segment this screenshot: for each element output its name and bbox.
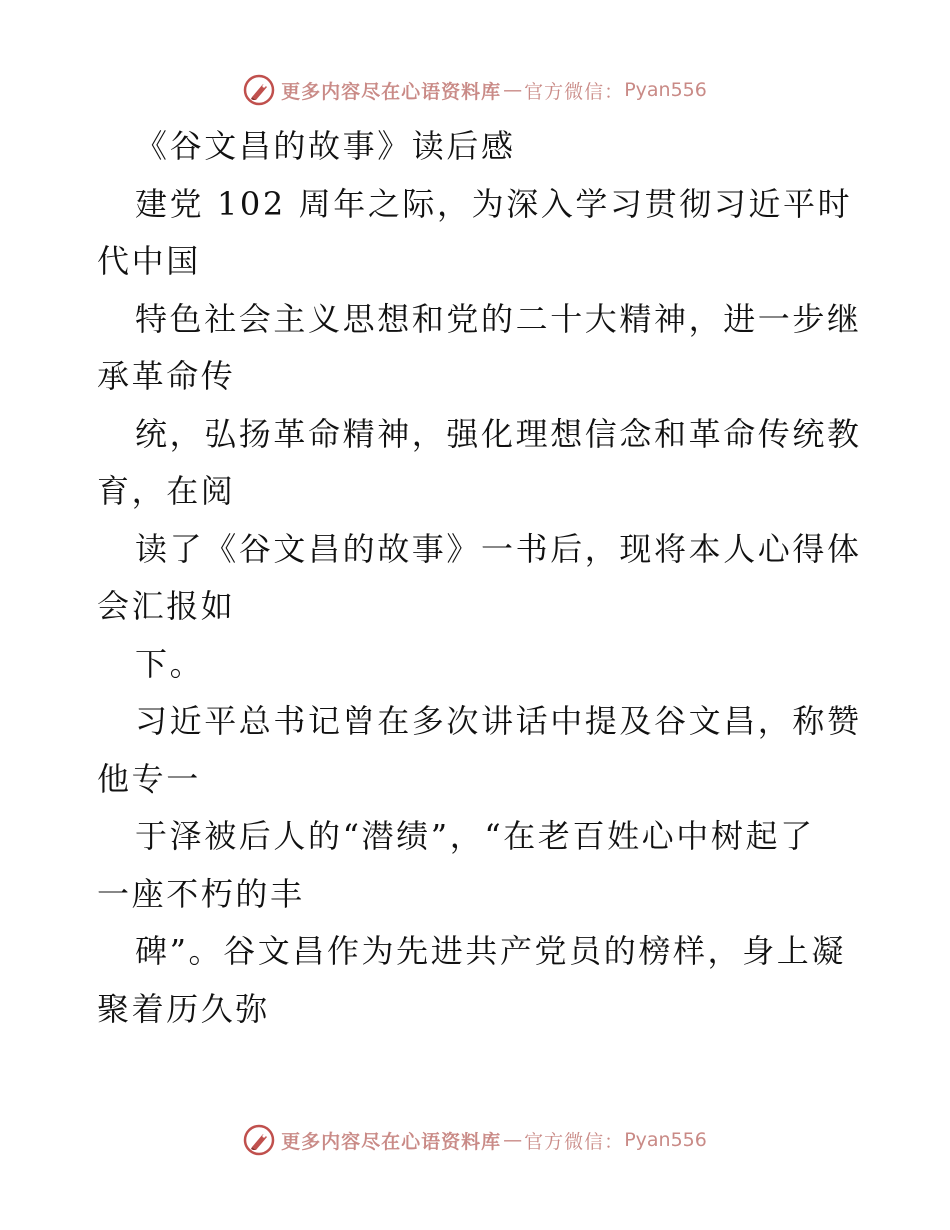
wechat-id: Pyan556 xyxy=(624,1129,707,1151)
text-line: 下。 xyxy=(135,644,205,683)
text-line: 统，弘扬革命精神，强化理想信念和革命传统教 xyxy=(135,414,862,453)
banner-dash: — xyxy=(503,79,523,101)
brand-text: 更多内容尽在心语资料库 xyxy=(281,80,502,103)
text-line: 习近平总书记曾在多次讲话中提及谷文昌，称赞 xyxy=(135,702,862,740)
footer-banner xyxy=(0,1120,950,1160)
text-line: 建党 102 周年之际，为深入学习贯彻习近平时 xyxy=(135,184,853,223)
official-wechat-label: 官方微信： xyxy=(524,1130,625,1153)
header-banner xyxy=(0,70,950,110)
text-line: 特色社会主义思想和党的二十大精神，进一步继 xyxy=(135,299,862,338)
pen-logo-icon xyxy=(243,74,275,106)
official-wechat-label: 官方微信： xyxy=(524,80,625,103)
banner-dash: — xyxy=(503,1129,523,1151)
text-line: 他专一 xyxy=(97,759,201,798)
text-line: 会汇报如 xyxy=(97,587,236,625)
wechat-id: Pyan556 xyxy=(624,79,707,101)
pen-logo-icon xyxy=(243,1124,275,1156)
text-line: 承革命传 xyxy=(97,357,236,395)
text-line: 聚着历久弥 xyxy=(97,989,271,1028)
text-line: 碑”。谷文昌作为先进共产党员的榜样，身上凝 xyxy=(135,932,846,970)
text-line: 于泽被后人的“潜绩”，“在老百姓心中树起了 xyxy=(135,817,815,855)
text-line: 一座不朽的丰 xyxy=(97,874,305,913)
text-line: 育，在阅 xyxy=(97,472,236,510)
text-line: 《谷文昌的故事》读后感 xyxy=(135,127,516,165)
text-line: 代中国 xyxy=(97,242,201,280)
text-line: 读了《谷文昌的故事》一书后，现将本人心得体 xyxy=(135,529,862,568)
document-body xyxy=(97,118,862,1038)
brand-text: 更多内容尽在心语资料库 xyxy=(281,1130,502,1153)
